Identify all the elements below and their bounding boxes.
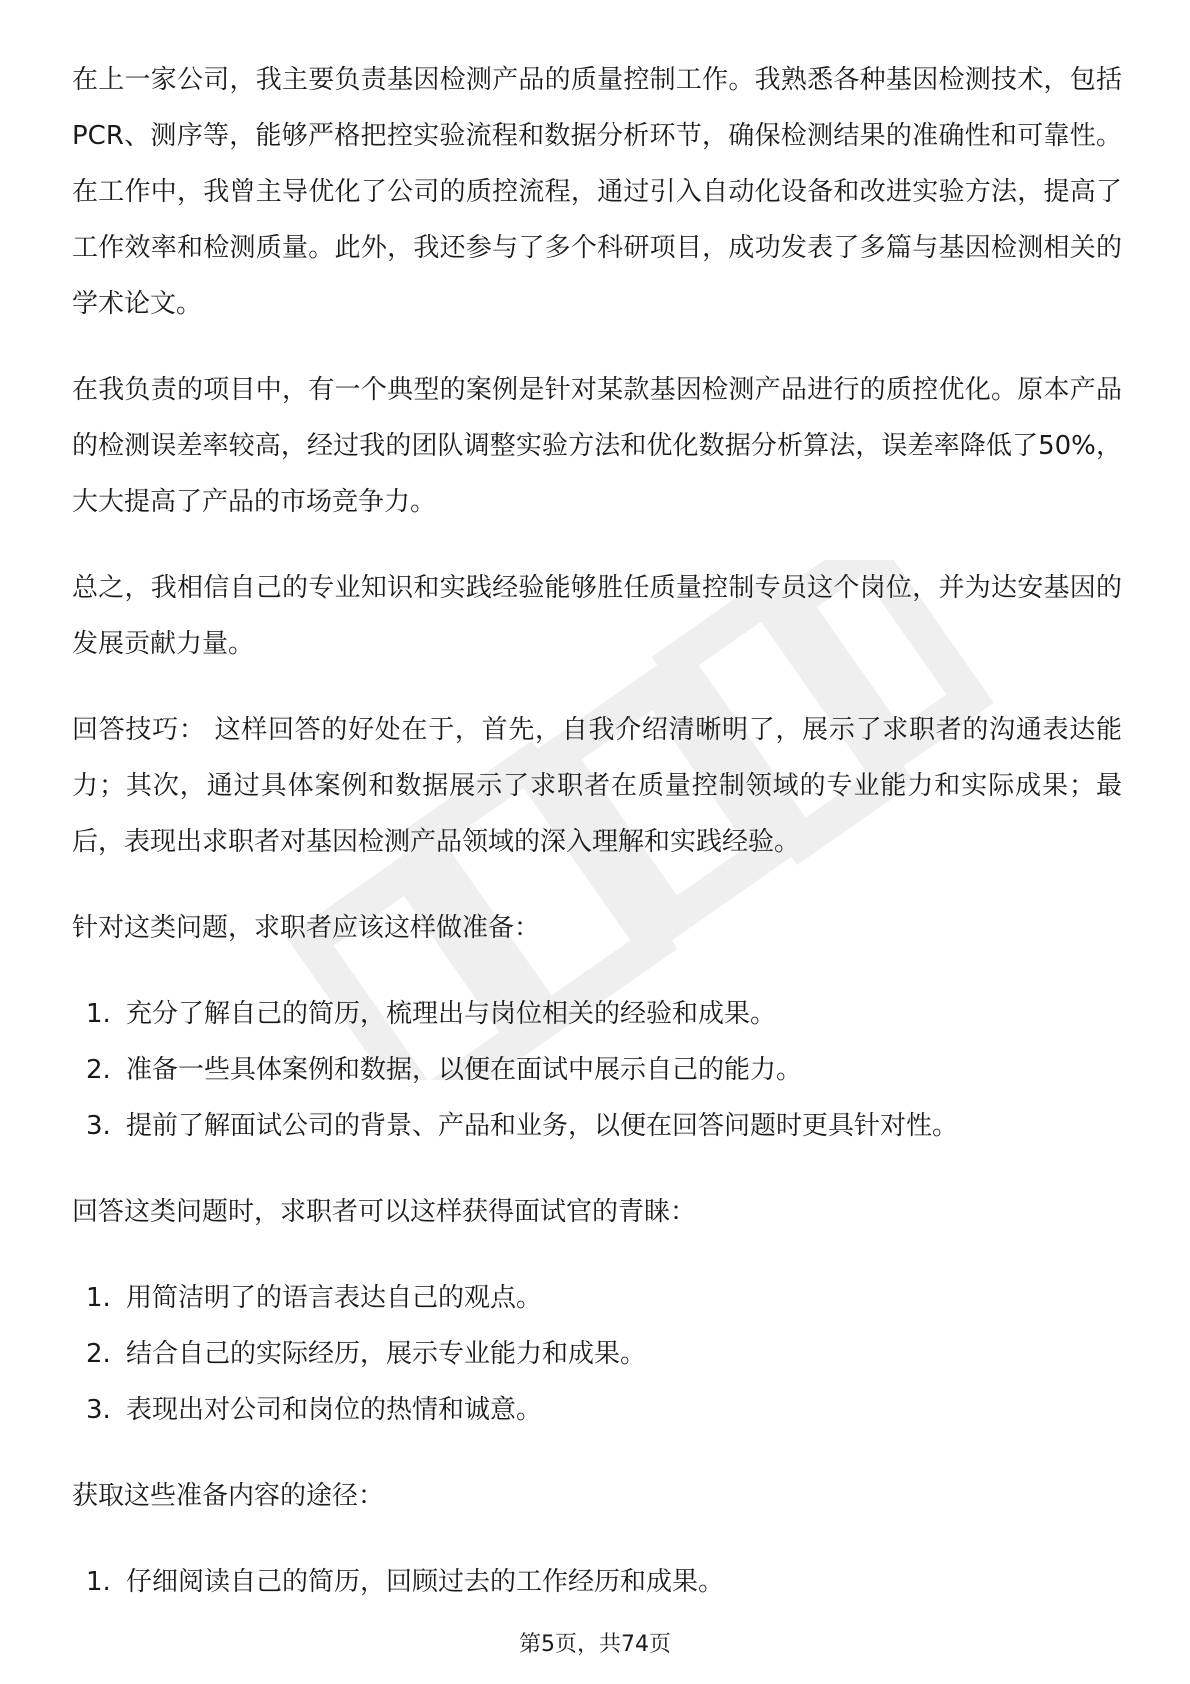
paragraph-summary: 总之，我相信自己的专业知识和实践经验能够胜任质量控制专员这个岗位，并为达安基因的发展贡献力量。: [72, 573, 1122, 659]
preparation-list: [72, 986, 1122, 1154]
list-item: [72, 1270, 1122, 1326]
page-footer: 第5页，共74页: [519, 1632, 671, 1657]
list-number: 1.: [86, 1283, 111, 1313]
list-item-text: 提前了解面试公司的背景、产品和业务，以便在回答问题时更具针对性。: [126, 1111, 959, 1141]
list-number: 2.: [86, 1055, 111, 1085]
section-heading-impress: 回答这类问题时，求职者可以这样获得面试官的青睐：: [72, 1197, 697, 1227]
list-item-text: 用简洁明了的语言表达自己的观点。: [126, 1283, 543, 1313]
list-item: [72, 986, 1122, 1042]
list-item: [72, 1098, 1122, 1154]
list-item: [72, 1554, 1122, 1610]
list-number: 1.: [86, 999, 111, 1029]
paragraph-answer-tips: 回答技巧： 这样回答的好处在于，首先，自我介绍清晰明了，展示了求职者的沟通表达能力；其次，通过具体案例和数据展示了求职者在质量控制领域的专业能力和实际成果；最后，表现出求职者对基因检测产品领域的深入理解和实践经验。: [72, 715, 1122, 857]
main-content: [72, 52, 1122, 1640]
list-number: 3.: [86, 1395, 111, 1425]
list-item-text: 充分了解自己的简历，梳理出与岗位相关的经验和成果。: [126, 999, 777, 1029]
list-item-text: 准备一些具体案例和数据，以便在面试中展示自己的能力。: [126, 1055, 803, 1085]
paragraph-case: 在我负责的项目中，有一个典型的案例是针对某款基因检测产品进行的质控优化。原本产品的检测误差率较高，经过我的团队调整实验方法和优化数据分析算法，误差率降低了50%，大大提高了产品的市场竞争力。: [72, 375, 1122, 517]
sources-list: [72, 1554, 1122, 1610]
list-item-text: 仔细阅读自己的简历，回顾过去的工作经历和成果。: [126, 1567, 725, 1597]
impress-list: [72, 1270, 1122, 1438]
list-item-text: 结合自己的实际经历，展示专业能力和成果。: [126, 1339, 647, 1369]
section-heading-preparation: 针对这类问题，求职者应该这样做准备：: [72, 913, 541, 943]
list-number: 1.: [86, 1567, 111, 1597]
list-number: 3.: [86, 1111, 111, 1141]
list-item: [72, 1382, 1122, 1438]
section-heading-sources: 获取这些准备内容的途径：: [72, 1481, 385, 1511]
list-item: [72, 1326, 1122, 1382]
paragraph-experience: 在上一家公司，我主要负责基因检测产品的质量控制工作。我熟悉各种基因检测技术，包括PCR、测序等，能够严格把控实验流程和数据分析环节，确保检测结果的准确性和可靠性。在工作中，我曾主导优化了公司的质控流程，通过引入自动化设备和改进实验方法，提高了工作效率和检测质量。此外，我还参与了多个科研项目，成功发表了多篇与基因检测相关的学术论文。: [72, 65, 1122, 319]
list-item-text: 表现出对公司和岗位的热情和诚意。: [126, 1395, 543, 1425]
list-item: [72, 1042, 1122, 1098]
list-number: 2.: [86, 1339, 111, 1369]
